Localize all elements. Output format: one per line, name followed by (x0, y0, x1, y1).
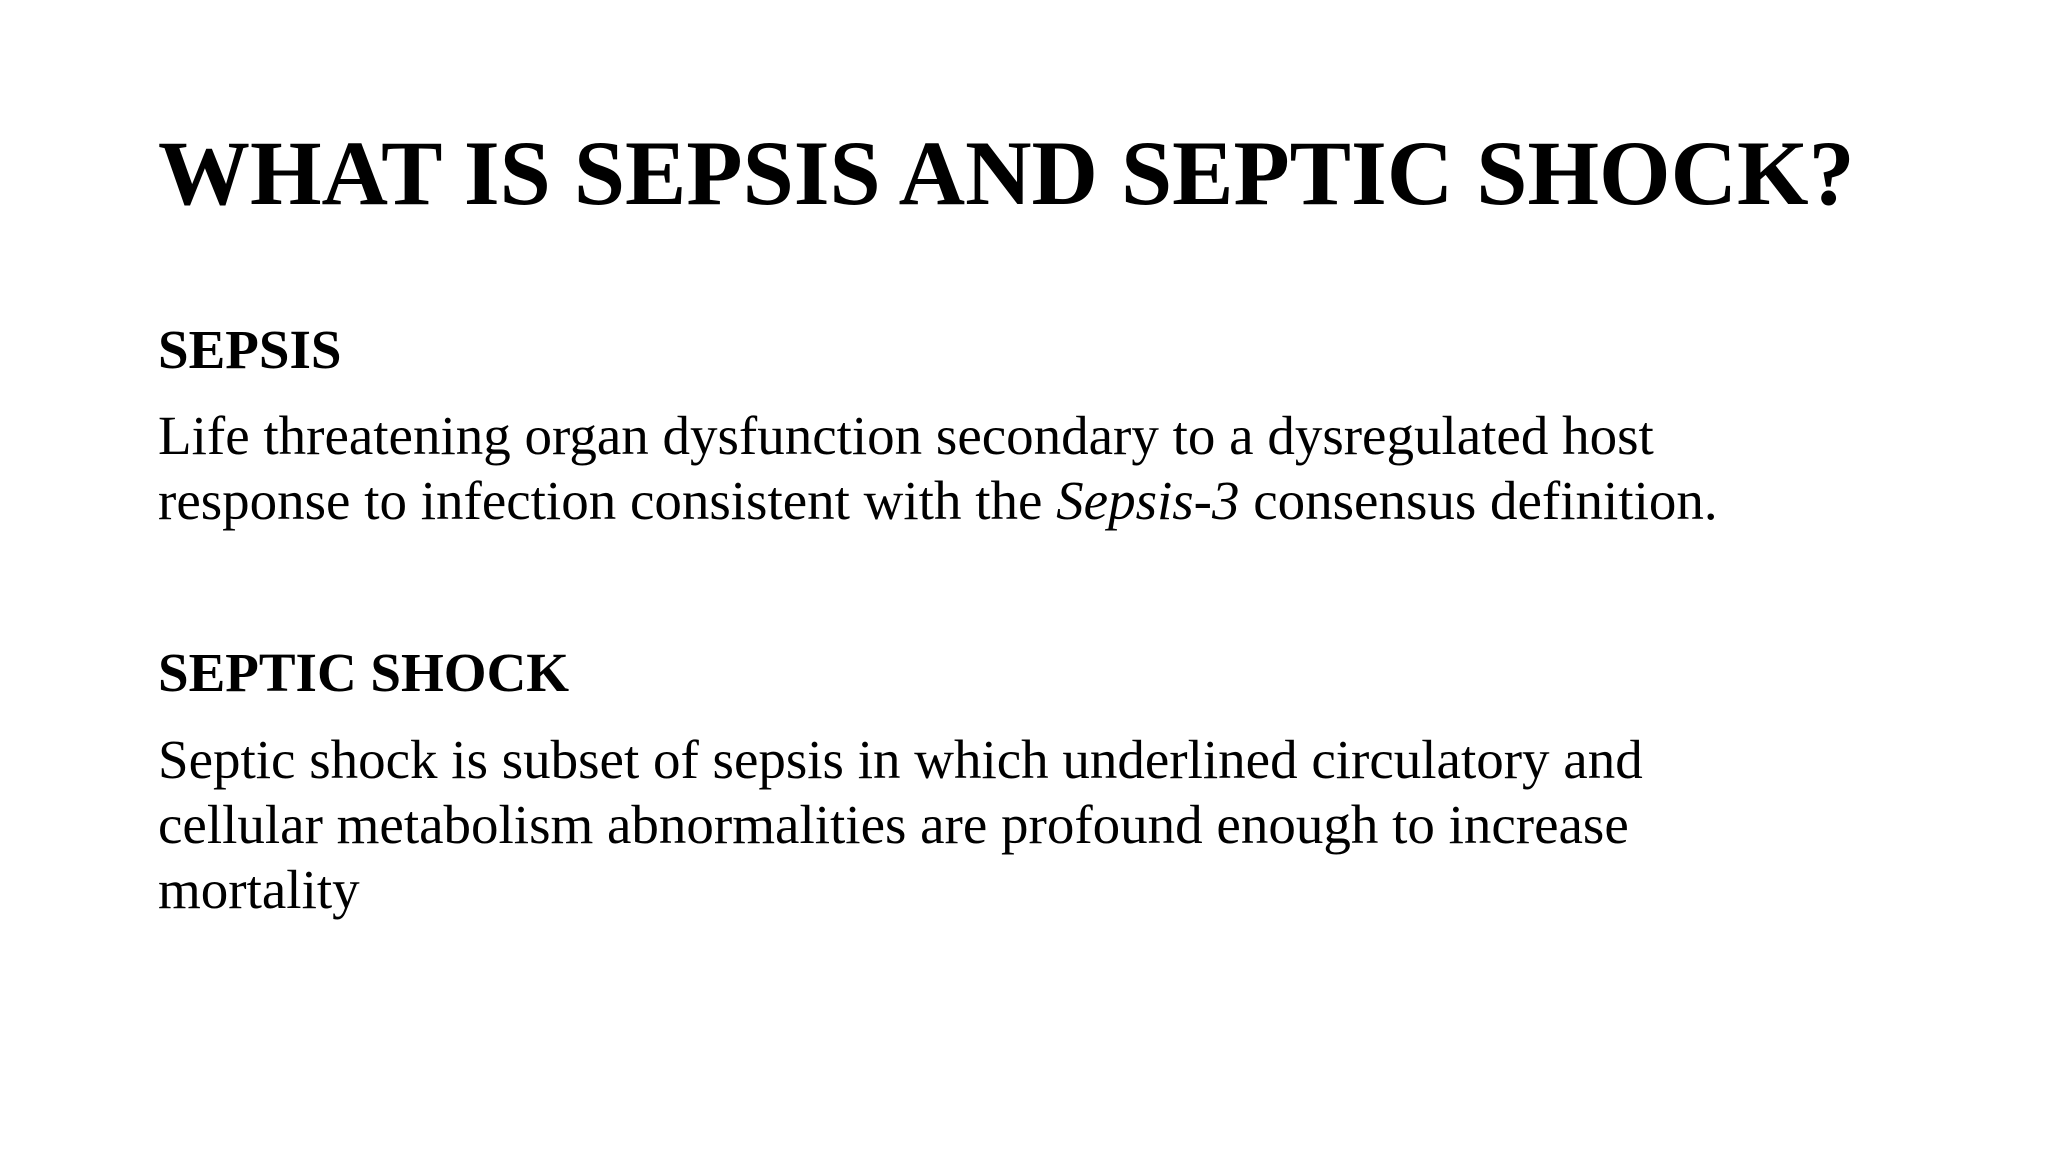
septic-shock-heading: SEPTIC SHOCK (158, 642, 570, 703)
sepsis-definition-line-2 (158, 468, 1998, 533)
sepsis-3-number: 3 (1211, 470, 1240, 531)
sepsis-definition-text: response to infection consistent with the (158, 470, 1057, 531)
septic-shock-definition-line-2: cellular metabolism abnormalities are profound enough to increase (158, 794, 1629, 855)
sepsis-heading: SEPSIS (158, 319, 342, 380)
sepsis-definition-text-end: consensus definition. (1239, 470, 1718, 531)
sepsis-3-term: Sepsis (1056, 470, 1194, 531)
septic-shock-definition (158, 727, 1998, 922)
septic-shock-definition-line-1: Septic shock is subset of sepsis in which underlined circulatory and (158, 729, 1643, 790)
sepsis-definition (158, 403, 1998, 533)
sepsis-3-dash: - (1193, 470, 1212, 531)
sepsis-definition-line-1: Life threatening organ dysfunction secondary to a dysregulated host (158, 405, 1654, 466)
slide-title: WHAT IS SEPSIS AND SEPTIC SHOCK? (158, 122, 1855, 224)
septic-shock-definition-line-3: mortality (158, 859, 360, 920)
